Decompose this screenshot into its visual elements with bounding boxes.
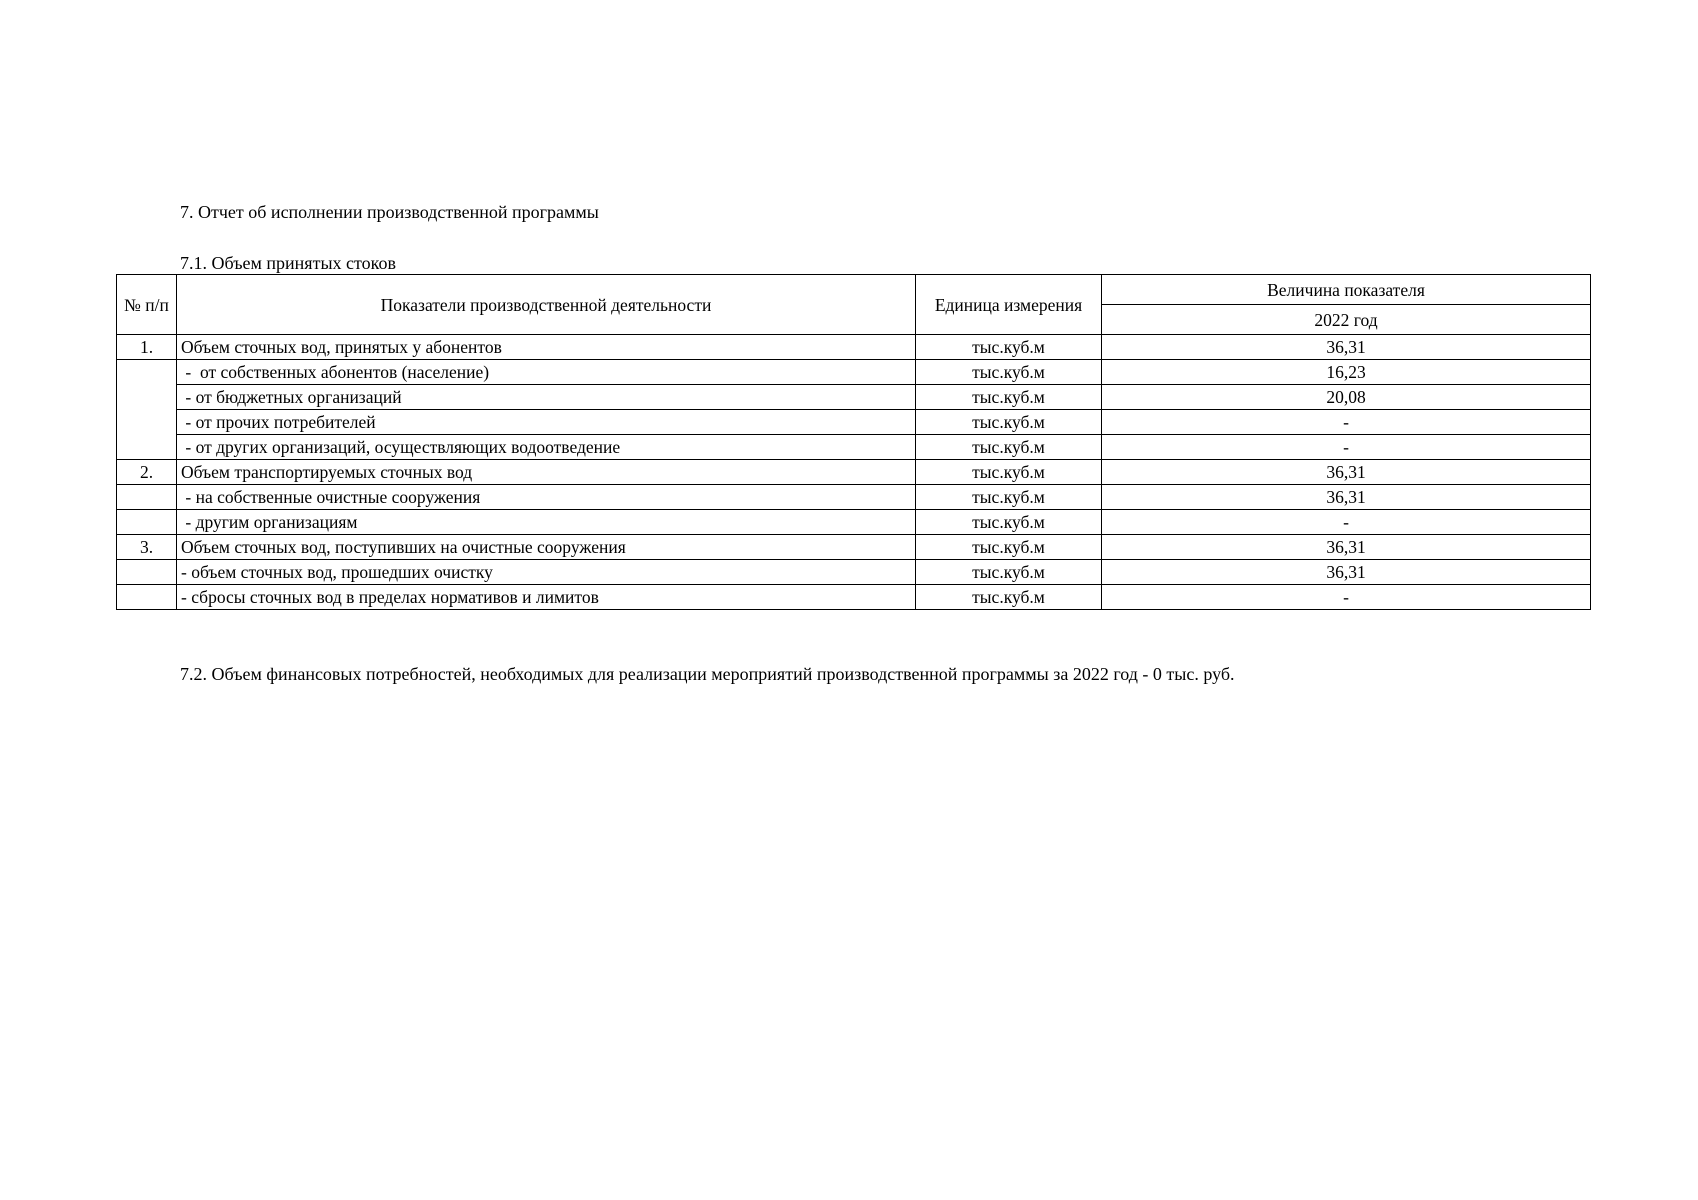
column-header-value-group: Величина показателя [1102, 275, 1591, 305]
table-row [117, 385, 1591, 410]
indicator-name: Объем сточных вод, поступивших на очистные сооружения [177, 535, 916, 560]
value-cell: - [1102, 510, 1591, 535]
column-header-num: № п/п [117, 275, 177, 335]
unit-cell: тыс.куб.м [916, 435, 1102, 460]
table-row [117, 535, 1591, 560]
unit-cell: тыс.куб.м [916, 460, 1102, 485]
indicator-name: - от других организаций, осуществляющих водоотведение [177, 435, 916, 460]
unit-cell: тыс.куб.м [916, 560, 1102, 585]
table-row [117, 485, 1591, 510]
indicator-name: - на собственные очистные сооружения [177, 485, 916, 510]
table-row [117, 435, 1591, 460]
value-cell: 20,08 [1102, 385, 1591, 410]
unit-cell: тыс.куб.м [916, 535, 1102, 560]
indicator-name: - от прочих потребителей [177, 410, 916, 435]
row-number: 3. [117, 535, 177, 560]
column-header-unit: Единица измерения [916, 275, 1102, 335]
column-header-indicator: Показатели производственной деятельности [177, 275, 916, 335]
row-number [117, 585, 177, 610]
value-cell: - [1102, 435, 1591, 460]
value-cell: - [1102, 410, 1591, 435]
unit-cell: тыс.куб.м [916, 485, 1102, 510]
value-cell: 36,31 [1102, 460, 1591, 485]
value-cell: - [1102, 585, 1591, 610]
table-header-row [117, 275, 1591, 305]
indicator-name: - другим организациям [177, 510, 916, 535]
value-cell: 16,23 [1102, 360, 1591, 385]
table-row [117, 460, 1591, 485]
value-cell: 36,31 [1102, 485, 1591, 510]
row-number [117, 485, 177, 510]
row-number [117, 560, 177, 585]
table-row [117, 410, 1591, 435]
unit-cell: тыс.куб.м [916, 360, 1102, 385]
table-row [117, 510, 1591, 535]
table-row [117, 560, 1591, 585]
subsection-title: 7.1. Объем принятых стоков [180, 253, 396, 273]
table-row [117, 335, 1591, 360]
indicator-name: - сбросы сточных вод в пределах нормативов и лимитов [177, 585, 916, 610]
table-row [117, 585, 1591, 610]
wastewater-volume-table [116, 274, 1591, 610]
indicator-name: Объем транспортируемых сточных вод [177, 460, 916, 485]
finance-note: 7.2. Объем финансовых потребностей, необходимых для реализации мероприятий производственной программы за 2022 год - 0 тыс. руб. [180, 664, 1235, 684]
unit-cell: тыс.куб.м [916, 410, 1102, 435]
indicator-name: - от бюджетных организаций [177, 385, 916, 410]
row-number [117, 510, 177, 535]
indicator-name: Объем сточных вод, принятых у абонентов [177, 335, 916, 360]
section-title: 7. Отчет об исполнении производственной программы [180, 202, 599, 222]
column-header-year: 2022 год [1102, 305, 1591, 335]
table-row [117, 360, 1591, 385]
value-cell: 36,31 [1102, 535, 1591, 560]
value-cell: 36,31 [1102, 335, 1591, 360]
unit-cell: тыс.куб.м [916, 385, 1102, 410]
row-number: 2. [117, 460, 177, 485]
unit-cell: тыс.куб.м [916, 585, 1102, 610]
indicator-name: - объем сточных вод, прошедших очистку [177, 560, 916, 585]
row-number: 1. [117, 335, 177, 360]
unit-cell: тыс.куб.м [916, 510, 1102, 535]
row-number [117, 360, 177, 460]
value-cell: 36,31 [1102, 560, 1591, 585]
indicator-name: - от собственных абонентов (население) [177, 360, 916, 385]
unit-cell: тыс.куб.м [916, 335, 1102, 360]
